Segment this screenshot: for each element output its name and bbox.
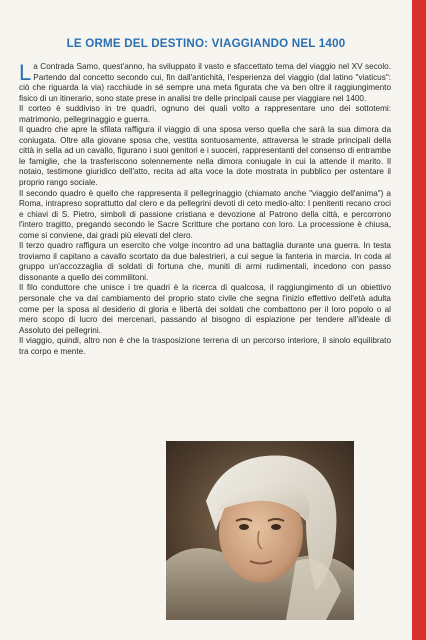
- portrait-illustration: [166, 441, 354, 620]
- paragraph-7: Il viaggio, quindi, altro non è che la trasposizione terrena di un percorso interiore, il sinolo equilibrato tra corpo e mente.: [19, 336, 391, 356]
- paragraph-3: Il quadro che apre la sfilata raffigura il viaggio di una sposa verso quella che sarà la sua dimora da coniugata. Oltre alla giovane sposa che, vestita sontuosamente, attraversa le strade principali della città in sella ad un cavallo, figurano i suoi genitori e i suoceri, rappresentanti del consenso di entrambe le famiglie, che la trasferiscono solennemente nella dimora coniugale in cui la attende il marito. Il notaio, testimone giuridico dell'atto, recita ad alta voce la dote mostrata in pubblico per ostentare il proprio rango sociale.: [19, 125, 391, 188]
- article-body: [19, 62, 391, 357]
- drop-cap: L: [19, 60, 32, 85]
- paragraph-1-text: a Contrada Samo, quest'anno, ha sviluppato il vasto e sfaccettato tema del viaggio nel XV secolo. Partendo dal concetto secondo cui, fin dall'antichità, l'esperienza del viaggio (dal latino "viaticus": ciò che riguarda la via) racchiude in sé sempre una meta figurata che va ben oltre il raggiungimento fisico di un itinerario, sono state prese in analisi tre delle principali cause per viaggiare nel 1400.: [19, 62, 391, 103]
- paragraph-5: Il terzo quadro raffigura un esercito che volge incontro ad una battaglia durante una guerra. In testa troviamo il capitano a cavallo scortato da due balestrieri, a cui segue la fanteria in marcia. In coda al gruppo un'accozzaglia di soldati di fortuna che, muniti di armi rudimentali, incedono con passo dissonante a quello dei commilitoni.: [19, 241, 391, 282]
- paragraph-4: Il secondo quadro è quello che rappresenta il pellegrinaggio (chiamato anche "viaggio dell'anima") a Roma, intrapreso soprattutto dal clero e da pellegrini devoti di ceto medio-alto: I penitenti recano croci e chiavi di S. Pietro, simboli di passione cristiana e devozione al Patrono della città, e percorrono l'intero tragitto, pregando secondo le Sacre Scritture che portano con loro. La processione è chiusa, come si conviene, dai gradi più elevati del clero.: [19, 188, 391, 240]
- article-title: LE ORME DEL DESTINO: VIAGGIANDO NEL 1400: [66, 37, 346, 50]
- paragraph-1: [19, 62, 391, 104]
- paragraph-2: Il corteo è suddiviso in tre quadri, ognuno dei quali volto a rappresentare uno dei sottotemi: matrimonio, pellegrinaggio e guerra.: [19, 104, 391, 124]
- red-page-border: [412, 0, 426, 640]
- paragraph-6: Il filo conduttore che unisce i tre quadri è la ricerca di qualcosa, il raggiungimento di un obiettivo personale che va dal cambiamento del proprio stato civile che segna l'inizio effettivo dell'età adulta come per la sposa al desiderio di gloria e libertà dei soldati che combattono per il loro popolo o al mero scopo di lucro dei mercenari, passando al bisogno di espiazione per tendere all'ideale di Assoluto dei pellegrini.: [19, 283, 391, 335]
- pilgrim-portrait-photo: [166, 441, 354, 620]
